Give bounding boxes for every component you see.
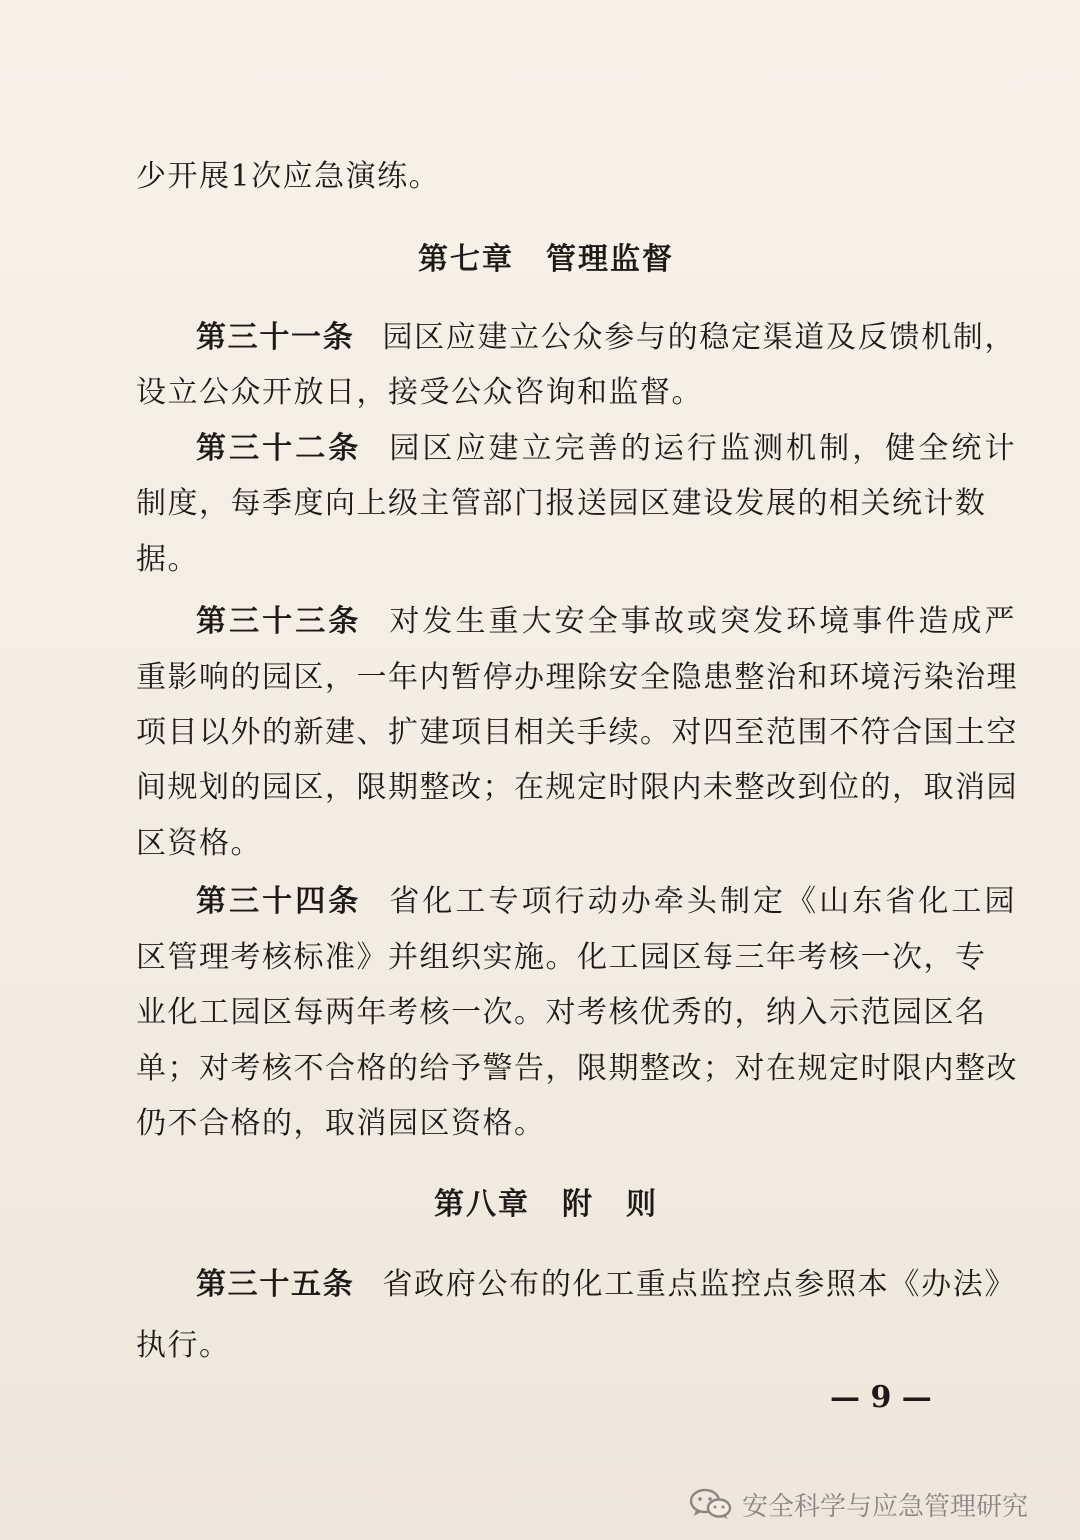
chapter-heading-7: 第七章 管理监督 xyxy=(418,242,674,277)
article-text: 园区应建立公众参与的稳定渠道及反馈机制， xyxy=(382,320,1016,355)
article-text: 园区应建立完善的运行监测机制，健全统计 xyxy=(389,431,1017,466)
chapter-heading-8: 第八章 附 则 xyxy=(434,1187,658,1222)
article-number: 第三十一条 xyxy=(196,320,355,355)
paragraph-line: 单；对考核不合格的给予警告，限期整改；对在规定时限内整改 xyxy=(136,1051,1018,1086)
paragraph-line: 据。 xyxy=(136,542,199,577)
article-33-first-line xyxy=(136,602,1016,642)
article-34-first-line xyxy=(136,882,1016,922)
page-number: — 9 — xyxy=(830,1380,932,1415)
article-35-first-line xyxy=(136,1265,1016,1305)
article-32-first-line xyxy=(136,429,1016,469)
paragraph-line: 仍不合格的，取消园区资格。 xyxy=(136,1106,546,1141)
paragraph-line: 少开展1次应急演练。 xyxy=(136,159,441,194)
paragraph-line: 设立公众开放日，接受公众咨询和监督。 xyxy=(136,375,703,410)
watermark xyxy=(688,1484,1028,1524)
article-number: 第三十二条 xyxy=(196,431,362,466)
article-text: 对发生重大安全事故或突发环境事件造成严 xyxy=(389,604,1017,639)
paragraph-line: 区管理考核标准》并组织实施。化工园区每三年考核一次，专 xyxy=(136,940,987,975)
paragraph-line: 间规划的园区，限期整改；在规定时限内未整改到位的，取消园 xyxy=(136,770,1018,805)
article-number: 第三十三条 xyxy=(196,604,362,639)
article-number: 第三十四条 xyxy=(196,884,362,919)
article-text: 省化工专项行动办牵头制定《山东省化工园 xyxy=(389,884,1017,919)
watermark-text: 安全科学与应急管理研究 xyxy=(742,1491,1029,1522)
paragraph-line: 重影响的园区，一年内暂停办理除安全隐患整治和环境污染治理 xyxy=(136,660,1018,695)
article-31-first-line xyxy=(136,318,1016,358)
wechat-icon xyxy=(688,1487,734,1521)
article-number: 第三十五条 xyxy=(196,1267,355,1302)
paragraph-line: 项目以外的新建、扩建项目相关手续。对四至范围不符合国土空 xyxy=(136,715,1018,750)
paragraph-line: 执行。 xyxy=(136,1328,231,1363)
article-text: 省政府公布的化工重点监控点参照本《办法》 xyxy=(382,1267,1016,1302)
paragraph-line: 业化工园区每两年考核一次。对考核优秀的，纳入示范园区名 xyxy=(136,995,987,1030)
paragraph-line: 制度，每季度向上级主管部门报送园区建设发展的相关统计数 xyxy=(136,486,987,521)
paragraph-line: 区资格。 xyxy=(136,826,262,861)
